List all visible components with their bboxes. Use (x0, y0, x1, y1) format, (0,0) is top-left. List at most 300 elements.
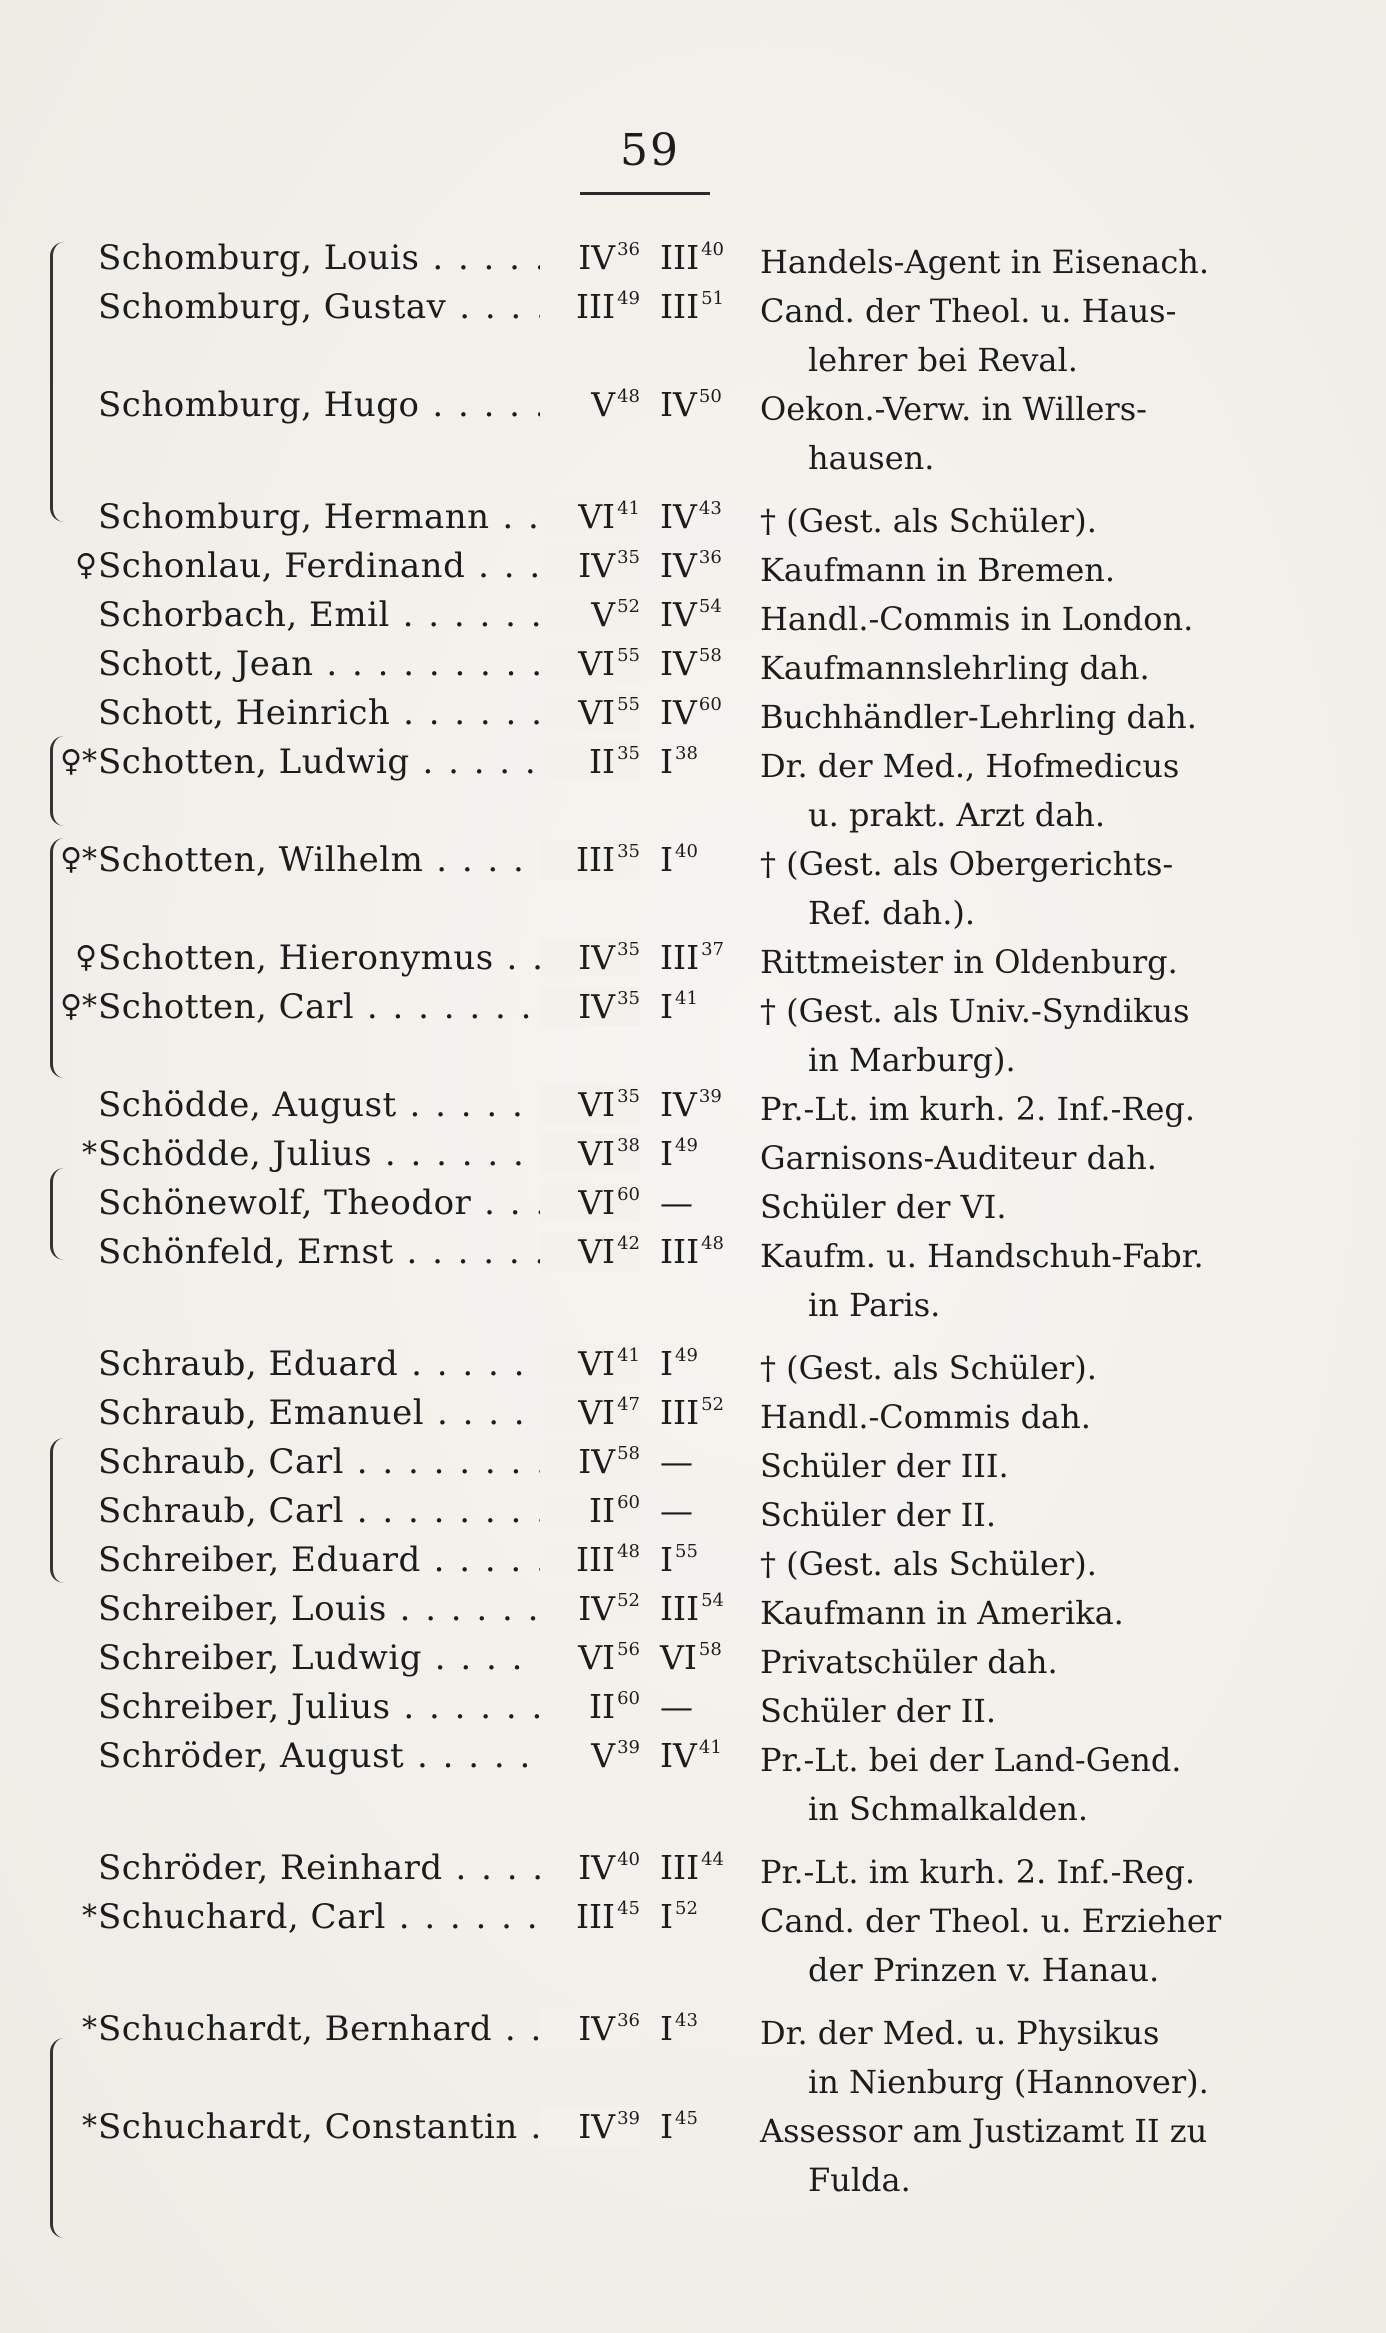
entry-note (760, 546, 1240, 595)
entry-class-entered (540, 2107, 640, 2146)
entry-class-left-year: 40 (701, 239, 725, 260)
entry-class-left-roman: I (660, 1344, 674, 1383)
entry-class-left (660, 1183, 750, 1222)
entry-note-line1: Cand. der Theol. u. Erzieher (760, 1902, 1222, 1940)
entry-class-left (660, 938, 750, 977)
entry-class-entered-roman: IV (578, 987, 616, 1026)
entry-note-line2: in Paris. (808, 1286, 941, 1324)
entry-class-left-roman: VI (660, 1638, 697, 1677)
entry-class-entered (540, 1442, 640, 1481)
entry-class-entered (540, 1085, 640, 1124)
register-entry (0, 1589, 1386, 1638)
entry-note-line2: u. prakt. Arzt dah. (808, 796, 1106, 834)
entry-class-left-roman: IV (660, 546, 697, 585)
entry-class-entered-roman: VI (578, 1183, 616, 1222)
entry-class-entered (540, 938, 640, 977)
entry-class-left-roman: III (660, 287, 700, 326)
entry-note-line1: Kaufmann in Amerika. (760, 1594, 1124, 1632)
entry-class-entered-roman: VI (578, 1232, 616, 1271)
entry-note (760, 1134, 1240, 1183)
entry-class-entered-roman: VI (578, 497, 616, 536)
entry-class-left-year: 60 (698, 694, 722, 715)
register-entry (0, 2009, 1386, 2107)
entry-name: Schuchardt, Constantin . . . (98, 2107, 638, 2147)
register-entry (0, 1344, 1386, 1393)
entry-class-left-year: 41 (698, 1737, 722, 1758)
entry-class-left (660, 1897, 750, 1936)
entry-class-left (660, 1134, 750, 1173)
entry-class-entered-roman: V (591, 385, 616, 424)
entry-mark: * (82, 2011, 97, 2046)
register-entry (0, 1848, 1386, 1897)
register-entry (0, 1232, 1386, 1330)
entry-note (760, 1344, 1240, 1393)
entry-class-left-roman: III (660, 1589, 700, 1628)
entry-class-entered-year: 55 (617, 645, 640, 666)
entry-class-entered-roman: VI (578, 1085, 616, 1124)
entry-name: Schraub, Carl . . . (98, 1442, 638, 1482)
register-entry (0, 693, 1386, 742)
entry-class-entered-year: 36 (617, 239, 640, 260)
entry-note (760, 2009, 1240, 2107)
entry-class-left-year: 52 (675, 1898, 698, 1919)
entry-class-entered-year: 35 (617, 1086, 640, 1107)
entry-name: Schott, Heinrich . . . (98, 693, 638, 733)
entry-note (760, 1442, 1240, 1491)
entry-class-left-roman: — (660, 1183, 693, 1222)
entry-name: Schraub, Carl . . . (98, 1491, 638, 1531)
entry-class-left (660, 2009, 750, 2048)
entry-note (760, 1491, 1240, 1540)
entry-note-line1: † (Gest. als Obergerichts- (760, 845, 1174, 883)
entry-mark: ♀ (75, 940, 97, 975)
entry-note-line1: † (Gest. als Schüler). (760, 1545, 1097, 1583)
entry-name: Schraub, Emanuel . . . (98, 1393, 638, 1433)
entry-note-line2: Fulda. (808, 2161, 911, 2199)
entry-name: Schott, Jean . . . (98, 644, 638, 684)
entry-note-line2: hausen. (808, 439, 935, 477)
entry-note-line1: Privatschüler dah. (760, 1643, 1058, 1681)
entry-class-entered-year: 40 (617, 1849, 640, 1870)
entry-name: Schomburg, Louis . . . (98, 238, 638, 278)
entry-class-entered (540, 1393, 640, 1432)
register-entry (0, 497, 1386, 546)
entry-class-entered-year: 49 (617, 288, 640, 309)
register-entry (0, 287, 1386, 385)
entry-class-entered-roman: V (591, 1736, 616, 1775)
entry-class-left (660, 1491, 750, 1530)
entry-class-left (660, 1393, 750, 1432)
entry-class-left-year: 54 (698, 596, 722, 617)
entry-class-left-roman: III (660, 1232, 700, 1271)
entry-note-line1: Kaufmann in Bremen. (760, 551, 1116, 589)
entry-note-line1: Pr.-Lt. bei der Land-Gend. (760, 1741, 1182, 1779)
entry-class-entered-year: 39 (617, 2108, 640, 2129)
entry-class-entered-roman: VI (578, 693, 616, 732)
entry-class-entered-year: 60 (617, 1184, 640, 1205)
entry-note-line1: Buchhändler-Lehrling dah. (760, 698, 1197, 736)
entry-class-entered-roman: III (575, 840, 616, 879)
entry-name: Schotten, Hieronymus . . . (98, 938, 638, 978)
register-entry (0, 1897, 1386, 1995)
entry-note-line1: Handels-Agent in Eisenach. (760, 243, 1210, 281)
entry-name: Schreiber, Eduard . . . (98, 1540, 638, 1580)
entry-note-line1: Schüler der II. (760, 1496, 997, 1534)
entry-class-entered (540, 497, 640, 536)
entry-class-entered (540, 595, 640, 634)
entry-note-line1: Schüler der II. (760, 1692, 997, 1730)
entry-class-entered (540, 1897, 640, 1936)
entry-class-left (660, 497, 750, 536)
entry-class-left-roman: IV (660, 693, 697, 732)
entry-mark: ♀* (60, 989, 97, 1024)
entry-note (760, 1540, 1240, 1589)
page-number: 59 (620, 125, 680, 176)
entry-class-entered-roman: VI (578, 644, 616, 683)
entry-name: Schuchardt, Bernhard . . . (98, 2009, 638, 2049)
entry-class-entered-roman: IV (578, 1848, 616, 1887)
entry-class-left (660, 595, 750, 634)
entry-class-left-year: 52 (701, 1394, 725, 1415)
entry-class-left (660, 1848, 750, 1887)
entry-class-left (660, 1344, 750, 1383)
register-entry (0, 1183, 1386, 1232)
entry-mark: * (82, 1899, 97, 1934)
entry-class-entered (540, 385, 640, 424)
entry-name: Schotten, Wilhelm . . . (98, 840, 638, 880)
entry-class-left-year: 58 (698, 645, 722, 666)
register-entry (0, 595, 1386, 644)
entry-class-left (660, 1442, 750, 1481)
entry-class-entered-roman: IV (578, 1589, 616, 1628)
entry-mark: ♀* (60, 842, 97, 877)
entry-class-left (660, 1540, 750, 1579)
entry-note-line1: Dr. der Med., Hofmedicus (760, 747, 1180, 785)
entry-class-entered-roman: II (589, 742, 616, 781)
entry-name: Schönfeld, Ernst . . . (98, 1232, 638, 1272)
entry-class-entered (540, 1540, 640, 1579)
entry-class-left-year: 48 (701, 1233, 725, 1254)
entry-class-entered-roman: IV (578, 546, 616, 585)
entry-name: Schreiber, Louis . . . (98, 1589, 638, 1629)
entry-class-left-year: 49 (675, 1345, 698, 1366)
entry-note-line1: Pr.-Lt. im kurh. 2. Inf.-Reg. (760, 1853, 1196, 1891)
entry-note (760, 1183, 1240, 1232)
entry-note (760, 1589, 1240, 1638)
register-entry (0, 987, 1386, 1085)
entry-note-line1: † (Gest. als Schüler). (760, 1349, 1097, 1387)
entry-class-entered (540, 693, 640, 732)
entry-class-entered (540, 987, 640, 1026)
register-entry (0, 238, 1386, 287)
entry-class-left-year: 55 (675, 1541, 698, 1562)
entry-note (760, 385, 1240, 483)
register-entry (0, 1540, 1386, 1589)
entry-note-line1: Kaufm. u. Handschuh-Fabr. (760, 1237, 1204, 1275)
entry-class-left-roman: IV (660, 644, 697, 683)
entry-class-left-year: 54 (701, 1590, 725, 1611)
entry-class-left-year: 49 (675, 1135, 698, 1156)
register-entry (0, 546, 1386, 595)
entry-name: Schotten, Ludwig . . . (98, 742, 638, 782)
entry-class-entered-year: 41 (617, 498, 640, 519)
entry-class-entered (540, 1638, 640, 1677)
entry-name: Schuchard, Carl . . . (98, 1897, 638, 1937)
entry-name: Schreiber, Ludwig . . . (98, 1638, 638, 1678)
entry-class-entered (540, 1134, 640, 1173)
entry-class-entered (540, 1687, 640, 1726)
register-entry (0, 385, 1386, 483)
register-entry (0, 1491, 1386, 1540)
entry-class-entered (540, 644, 640, 683)
entry-class-entered-year: 41 (617, 1345, 640, 1366)
entry-class-entered-roman: V (591, 595, 616, 634)
entry-note (760, 2107, 1240, 2205)
entry-class-entered-roman: III (575, 287, 616, 326)
entry-class-left-roman: I (660, 2107, 674, 2146)
entry-class-left-roman: IV (660, 1085, 697, 1124)
entry-class-entered-roman: VI (578, 1134, 616, 1173)
entry-class-entered (540, 1491, 640, 1530)
register-entry (0, 1736, 1386, 1834)
entry-class-left-year: 36 (698, 547, 722, 568)
register-entry (0, 2107, 1386, 2205)
entry-class-left (660, 287, 750, 326)
entry-note-line1: Schüler der VI. (760, 1188, 1007, 1226)
entry-class-left (660, 1232, 750, 1271)
entry-note (760, 1393, 1240, 1442)
entry-note (760, 742, 1240, 840)
entry-name: Schraub, Eduard . . . (98, 1344, 638, 1384)
entry-note-line1: Oekon.-Verw. in Willers- (760, 390, 1147, 428)
entry-name: Schreiber, Julius . . . (98, 1687, 638, 1727)
register-entry (0, 644, 1386, 693)
entry-class-entered-year: 35 (617, 939, 640, 960)
entry-class-entered-roman: VI (578, 1393, 616, 1432)
entry-class-left-roman: — (660, 1491, 693, 1530)
entry-note-line1: Handl.-Commis dah. (760, 1398, 1091, 1436)
entry-class-left (660, 840, 750, 879)
entry-note (760, 1897, 1240, 1995)
entry-note-line2: lehrer bei Reval. (808, 341, 1078, 379)
entry-note-line1: † (Gest. als Univ.-Syndikus (760, 992, 1190, 1030)
entry-mark: * (82, 1136, 97, 1171)
entry-name: Schödde, August . . . (98, 1085, 638, 1125)
entry-class-entered-year: 38 (617, 1135, 640, 1156)
register-entries (0, 238, 1386, 2205)
entry-note-line1: Rittmeister in Oldenburg. (760, 943, 1178, 981)
entry-class-entered-year: 35 (617, 547, 640, 568)
entry-note (760, 1736, 1240, 1834)
entry-class-left-year: 50 (698, 386, 722, 407)
entry-note (760, 693, 1240, 742)
entry-note-line1: Kaufmannslehrling dah. (760, 649, 1150, 687)
entry-class-entered-year: 35 (617, 841, 640, 862)
entry-class-left-roman: IV (660, 385, 697, 424)
entry-note-line1: Cand. der Theol. u. Haus- (760, 292, 1177, 330)
entry-class-left (660, 546, 750, 585)
register-entry (0, 1393, 1386, 1442)
entry-class-entered (540, 287, 640, 326)
entry-class-left-roman: III (660, 1393, 700, 1432)
entry-mark: ♀ (75, 548, 97, 583)
entry-class-left-roman: — (660, 1442, 693, 1481)
register-entry (0, 1442, 1386, 1491)
entry-class-left-roman: III (660, 1848, 700, 1887)
entry-name: Schorbach, Emil . . . (98, 595, 638, 635)
entry-class-entered (540, 742, 640, 781)
entry-class-left-roman: IV (660, 595, 697, 634)
entry-class-left-roman: — (660, 1687, 693, 1726)
register-entry (0, 742, 1386, 840)
entry-class-entered (540, 1589, 640, 1628)
entry-class-entered-year: 35 (617, 988, 640, 1009)
entry-note-line2: in Nienburg (Hannover). (808, 2063, 1209, 2101)
entry-class-entered-year: 39 (617, 1737, 640, 1758)
entry-class-left (660, 1085, 750, 1124)
register-entry (0, 1638, 1386, 1687)
entry-note-line2: Ref. dah.). (808, 894, 976, 932)
entry-class-entered (540, 840, 640, 879)
entry-note (760, 644, 1240, 693)
register-entry (0, 938, 1386, 987)
entry-name: Schönewolf, Theodor . . . (98, 1183, 638, 1223)
entry-class-entered (540, 546, 640, 585)
entry-class-entered (540, 238, 640, 277)
entry-note-line2: in Schmalkalden. (808, 1790, 1089, 1828)
entry-class-entered-year: 35 (617, 743, 640, 764)
entry-class-left-year: 43 (675, 2010, 698, 2031)
entry-class-left (660, 1736, 750, 1775)
entry-class-left-year: 41 (675, 988, 698, 1009)
entry-class-entered (540, 1736, 640, 1775)
entry-class-left (660, 742, 750, 781)
register-entry (0, 1687, 1386, 1736)
entry-class-left-roman: I (660, 987, 674, 1026)
entry-class-entered-roman: III (575, 1540, 616, 1579)
entry-class-entered (540, 1232, 640, 1271)
entry-class-entered-year: 48 (617, 386, 640, 407)
entry-class-left-roman: I (660, 2009, 674, 2048)
entry-class-entered-roman: IV (578, 938, 616, 977)
entry-class-entered-year: 45 (617, 1898, 640, 1919)
entry-note-line2: der Prinzen v. Hanau. (808, 1951, 1160, 1989)
entry-note-line1: Assessor am Justizamt II zu (760, 2112, 1208, 2150)
entry-class-entered-roman: III (575, 1897, 616, 1936)
entry-mark: ♀* (60, 744, 97, 779)
register-entry (0, 840, 1386, 938)
entry-class-entered-roman: VI (578, 1638, 616, 1677)
entry-class-entered (540, 1344, 640, 1383)
entry-class-left (660, 2107, 750, 2146)
entry-note (760, 840, 1240, 938)
entry-class-entered-year: 56 (617, 1639, 640, 1660)
register-entry (0, 1134, 1386, 1183)
entry-class-left-year: 39 (698, 1086, 722, 1107)
entry-class-entered-year: 48 (617, 1541, 640, 1562)
entry-note-line2: in Marburg). (808, 1041, 1016, 1079)
entry-name: Schomburg, Hermann . . . (98, 497, 638, 537)
entry-class-entered-year: 52 (617, 596, 640, 617)
entry-class-entered-year: 60 (617, 1688, 640, 1709)
entry-class-entered-roman: II (589, 1491, 616, 1530)
entry-class-entered-roman: VI (578, 1344, 616, 1383)
page-number-rule (580, 192, 710, 195)
entry-class-left-roman: I (660, 1134, 674, 1173)
entry-class-entered-year: 47 (617, 1394, 640, 1415)
entry-class-left (660, 1687, 750, 1726)
entry-name: Schröder, Reinhard . . . (98, 1848, 638, 1888)
entry-note-line1: Dr. der Med. u. Physikus (760, 2014, 1160, 2052)
entry-class-entered (540, 1848, 640, 1887)
entry-note (760, 1232, 1240, 1330)
entry-name: Schomburg, Hugo . . . (98, 385, 638, 425)
entry-note-line1: † (Gest. als Schüler). (760, 502, 1097, 540)
entry-note (760, 1848, 1240, 1897)
entry-note-line1: Schüler der III. (760, 1447, 1009, 1485)
entry-note-line1: Garnisons-Auditeur dah. (760, 1139, 1157, 1177)
entry-class-entered-year: 60 (617, 1492, 640, 1513)
entry-note (760, 238, 1240, 287)
entry-class-left (660, 385, 750, 424)
entry-class-entered-roman: II (589, 1687, 616, 1726)
entry-class-left (660, 644, 750, 683)
register-entry (0, 1085, 1386, 1134)
entry-class-left-roman: I (660, 1897, 674, 1936)
entry-class-entered-year: 42 (617, 1233, 640, 1254)
entry-class-left (660, 693, 750, 732)
entry-class-left-year: 37 (701, 939, 725, 960)
entry-note (760, 1638, 1240, 1687)
entry-note (760, 595, 1240, 644)
entry-class-left (660, 1638, 750, 1677)
entry-class-left-year: 43 (698, 498, 722, 519)
entry-name: Schonlau, Ferdinand . . . (98, 546, 638, 586)
entry-class-left-year: 38 (675, 743, 698, 764)
entry-class-left-roman: IV (660, 1736, 697, 1775)
entry-class-entered (540, 1183, 640, 1222)
entry-class-entered-year: 55 (617, 694, 640, 715)
entry-class-left-roman: I (660, 742, 674, 781)
entry-class-left-roman: IV (660, 497, 697, 536)
entry-class-entered-year: 36 (617, 2010, 640, 2031)
entry-note (760, 1085, 1240, 1134)
entry-note (760, 1687, 1240, 1736)
entry-class-left (660, 987, 750, 1026)
entry-class-entered-roman: IV (578, 1442, 616, 1481)
entry-class-entered (540, 2009, 640, 2048)
entry-name: Schomburg, Gustav . . . (98, 287, 638, 327)
entry-class-left-roman: I (660, 840, 674, 879)
entry-note (760, 497, 1240, 546)
entry-class-left (660, 238, 750, 277)
entry-name: Schröder, August . . . (98, 1736, 638, 1776)
entry-note (760, 987, 1240, 1085)
entry-note-line1: Handl.-Commis in London. (760, 600, 1194, 638)
entry-class-left-year: 51 (701, 288, 725, 309)
entry-class-left-roman: III (660, 238, 700, 277)
entry-name: Schotten, Carl . . . (98, 987, 638, 1027)
entry-note (760, 287, 1240, 385)
entry-class-entered-year: 52 (617, 1590, 640, 1611)
entry-class-left (660, 1589, 750, 1628)
entry-class-entered-roman: IV (578, 2009, 616, 2048)
entry-class-left-roman: III (660, 938, 700, 977)
entry-mark: * (82, 2109, 97, 2144)
entry-class-entered-year: 58 (617, 1443, 640, 1464)
entry-class-left-year: 44 (701, 1849, 725, 1870)
entry-class-entered-roman: IV (578, 238, 616, 277)
